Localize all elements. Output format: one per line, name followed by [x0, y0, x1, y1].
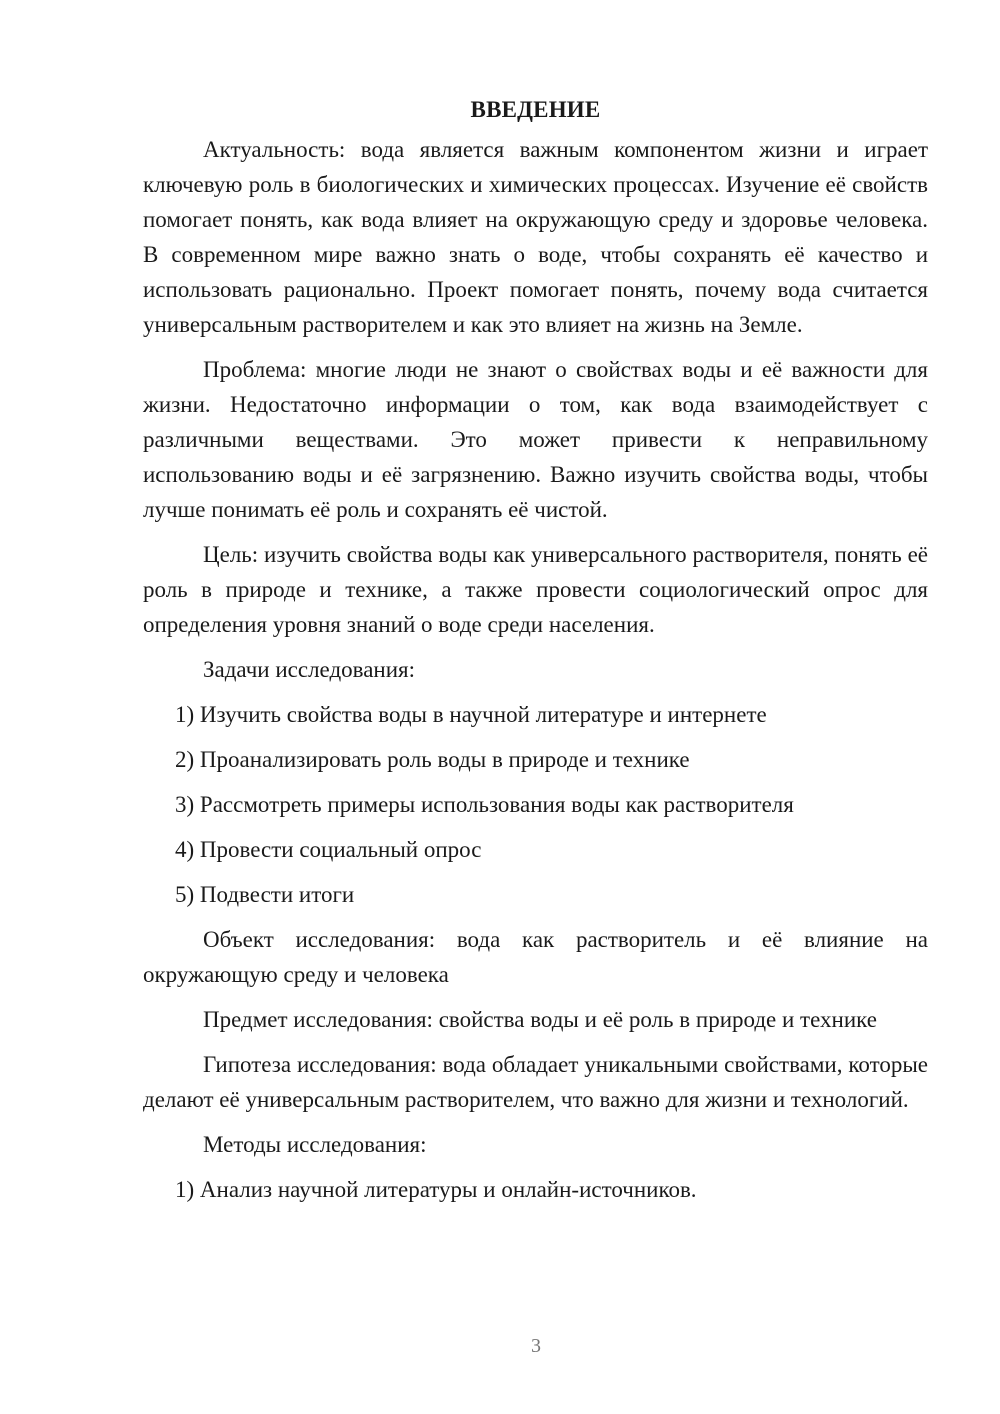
methods-label: Методы исследования:	[203, 1132, 427, 1157]
list-item: 4) Провести социальный опрос	[175, 837, 482, 862]
paragraph-object: Объект исследования: вода как растворитель и её влияние на окружающую среду и человека	[143, 927, 928, 987]
methods-list	[143, 1172, 928, 1207]
page-number: 3	[531, 1335, 541, 1357]
tasks-list	[143, 697, 928, 912]
section-heading: ВВЕДЕНИЕ	[470, 97, 601, 122]
list-item: 3) Рассмотреть примеры использования воды как растворителя	[175, 792, 794, 817]
paragraph-hypothesis: Гипотеза исследования: вода обладает уникальными свойствами, которые делают её универсальным растворителем, что важно для жизни и технологий.	[143, 1052, 928, 1112]
page-content	[143, 92, 928, 1217]
paragraph-relevance: Актуальность: вода является важным компонентом жизни и играет ключевую роль в биологических и химических процессах. Изучение её свойств помогает понять, как вода влияет на окружающую среду и здоровье человека. В современном мире важно знать о воде, чтобы сохранять её качество и использовать рационально. Проект помогает понять, почему вода считается универсальным растворителем и как это влияет на жизнь на Земле.	[143, 137, 928, 337]
list-item: 1) Изучить свойства воды в научной литературе и интернете	[175, 702, 767, 727]
tasks-label: Задачи исследования:	[203, 657, 416, 682]
list-item: 2) Проанализировать роль воды в природе и технике	[175, 747, 690, 772]
paragraph-problem: Проблема: многие люди не знают о свойствах воды и её важности для жизни. Недостаточно информации о том, как вода взаимодействует с различными веществами. Это может привести к неправильному использованию воды и её загрязнению. Важно изучить свойства воды, чтобы лучше понимать её роль и сохранять её чистой.	[143, 357, 928, 522]
list-item: 5) Подвести итоги	[175, 882, 355, 907]
paragraph-subject: Предмет исследования: свойства воды и её роль в природе и технике	[203, 1007, 877, 1032]
paragraph-goal: Цель: изучить свойства воды как универсального растворителя, понять её роль в природе и технике, а также провести социологический опрос для определения уровня знаний о воде среди населения.	[143, 542, 928, 637]
list-item: 1) Анализ научной литературы и онлайн-источников.	[175, 1177, 697, 1202]
